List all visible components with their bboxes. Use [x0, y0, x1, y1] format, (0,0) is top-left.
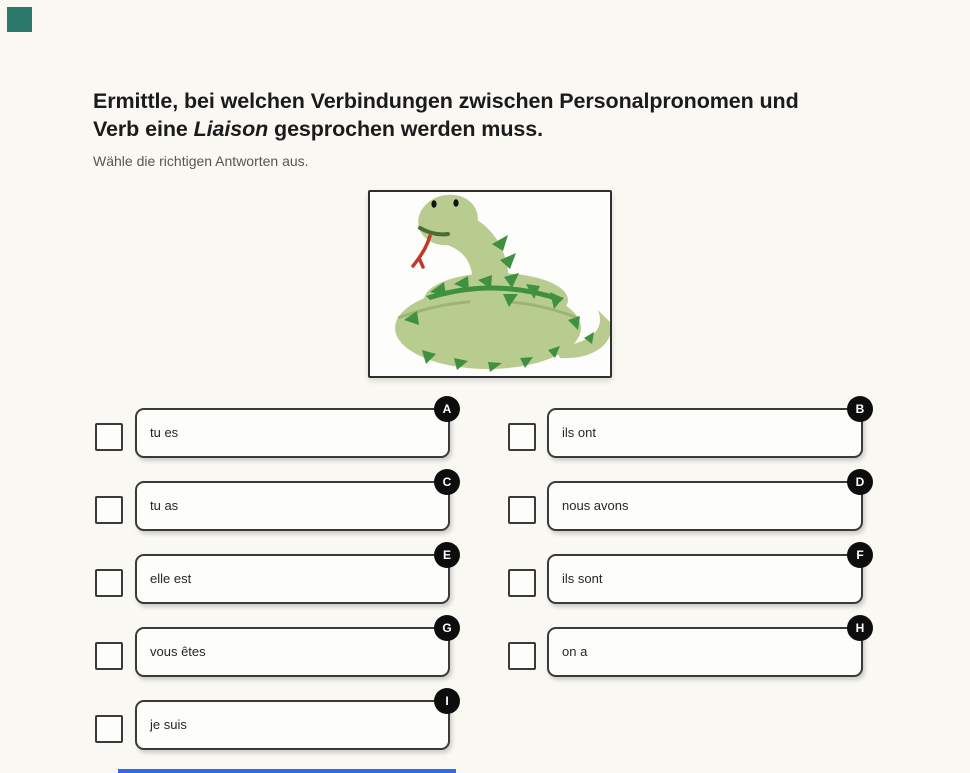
option-letter-badge: H [847, 615, 873, 641]
checkbox-option-a[interactable] [95, 423, 123, 451]
answer-label: on a [562, 644, 588, 659]
checkbox-option-f[interactable] [508, 569, 536, 597]
answer-label: ils sont [562, 571, 603, 586]
snake-eye-left [431, 200, 436, 208]
option-letter-badge: I [434, 688, 460, 714]
answer-box-g[interactable] [135, 621, 452, 677]
answer-label: tu as [150, 498, 179, 513]
exercise-title [93, 88, 893, 144]
snake-eye-right [453, 199, 458, 207]
checkbox-option-b[interactable] [508, 423, 536, 451]
video-progress-bar[interactable] [118, 769, 456, 773]
answer-box-i[interactable] [135, 694, 450, 750]
option-letter-badge: D [847, 469, 873, 495]
checkbox-option-g[interactable] [95, 642, 123, 670]
option-letter-badge: A [434, 396, 460, 422]
option-letter-badge: C [434, 469, 460, 495]
checkbox-option-i[interactable] [95, 715, 123, 743]
answer-label: ils ont [562, 425, 596, 440]
answer-box-f[interactable] [547, 548, 864, 604]
title-line1: Ermittle, bei welchen Verbindungen zwischen Personalpronomen und [93, 89, 799, 113]
answer-label: elle est [150, 571, 192, 586]
snake-image-box [368, 190, 612, 378]
answer-box-e[interactable] [135, 548, 451, 604]
answer-label: nous avons [562, 498, 629, 513]
answer-box-c[interactable] [135, 475, 452, 531]
answer-box-d[interactable] [547, 475, 865, 531]
snake-illustration [370, 192, 610, 376]
option-letter-badge: B [847, 396, 873, 422]
answer-label: je suis [150, 717, 187, 732]
option-letter-badge: G [434, 615, 460, 641]
answer-label: vous êtes [150, 644, 206, 659]
option-letter-badge: F [847, 542, 873, 568]
title-line2-before: Verb eine [93, 116, 194, 141]
snake-tongue [413, 236, 430, 267]
title-line2-after: gesprochen werden muss. [268, 116, 543, 141]
checkbox-option-d[interactable] [508, 496, 536, 524]
option-letter-badge: E [434, 542, 460, 568]
title-italic-term: Liaison [193, 116, 269, 141]
checkbox-option-h[interactable] [508, 642, 536, 670]
answer-label: tu es [150, 425, 179, 440]
checkbox-option-e[interactable] [95, 569, 123, 597]
answer-box-a[interactable] [135, 402, 452, 458]
exercise-instruction: Wähle die richtigen Antworten aus. [93, 153, 309, 169]
player-corner-marker [7, 7, 32, 32]
answer-box-h[interactable] [547, 621, 865, 677]
answer-box-b[interactable] [547, 402, 865, 458]
checkbox-option-c[interactable] [95, 496, 123, 524]
